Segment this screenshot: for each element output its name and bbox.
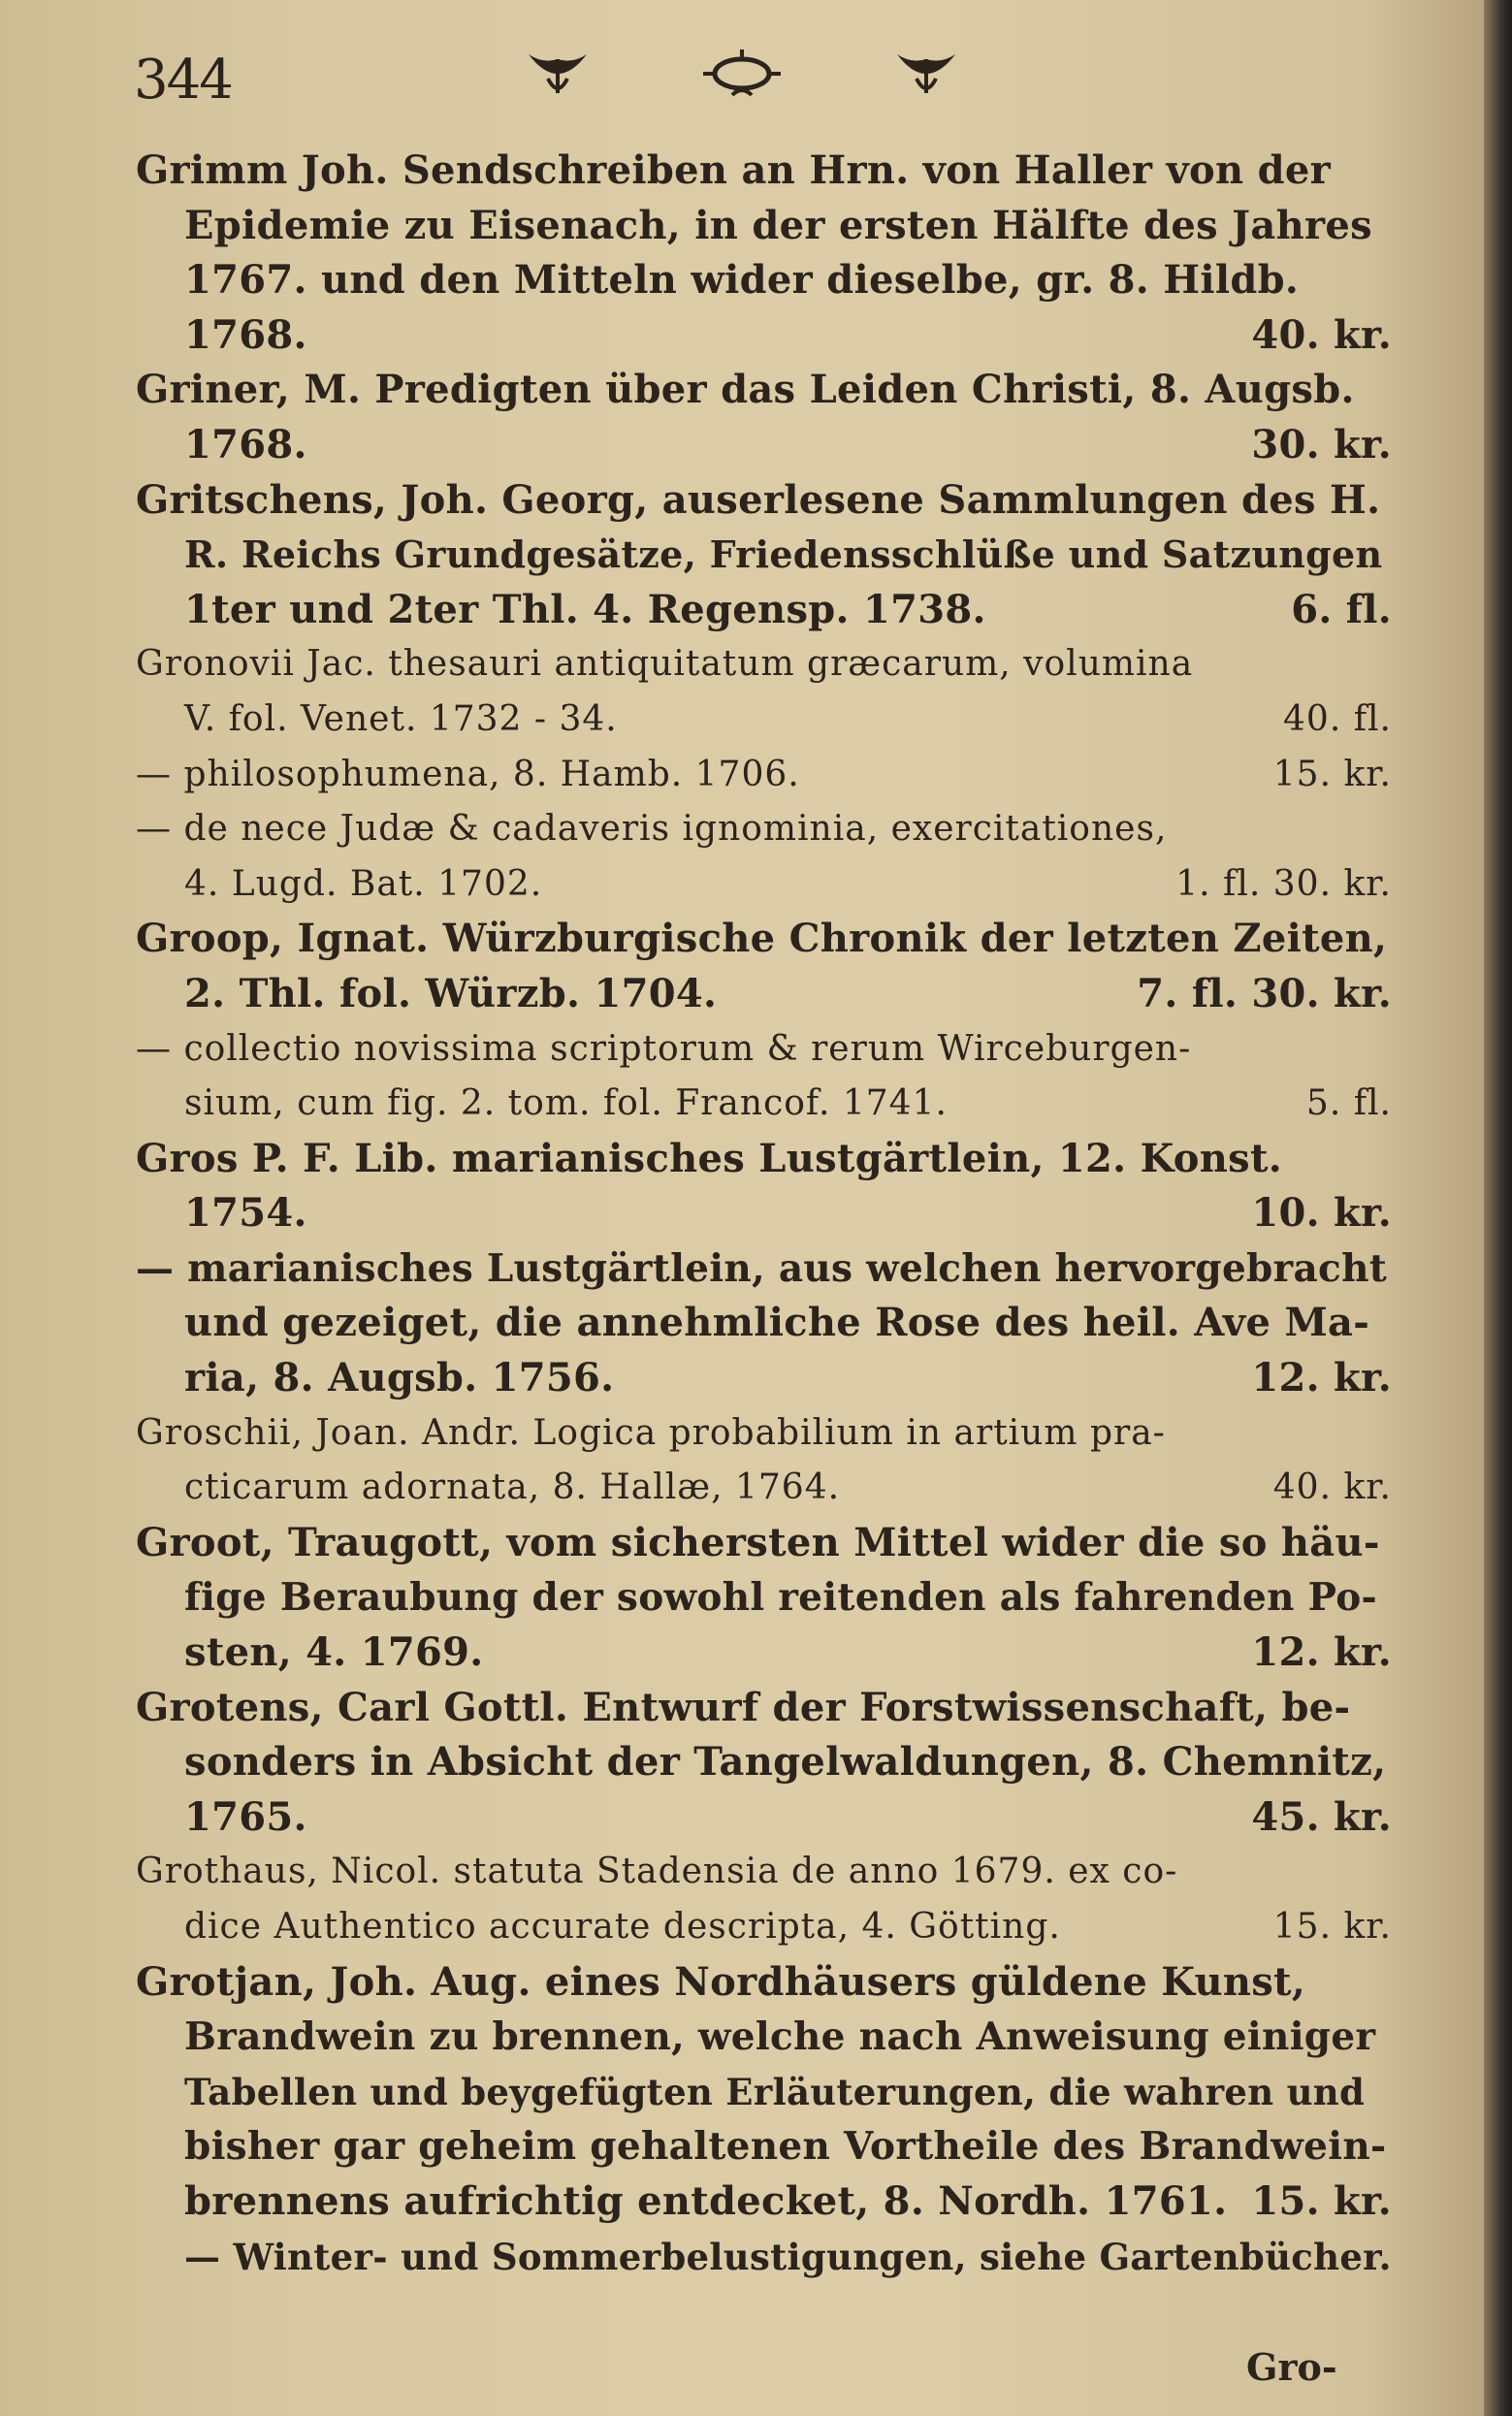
entry-price: 6. fl. (1291, 586, 1392, 632)
entry-text: fige Beraubung der sowohl reitenden als fahrenden Po- (184, 1575, 1378, 1621)
entry-text: — marianisches Lustgärtlein, aus welchen hervorgebracht (136, 1245, 1388, 1291)
entry-text: Tabellen und beygefügten Erläuterungen, die wahren und (184, 2070, 1366, 2113)
catalog-line (136, 1077, 1392, 1132)
catalog-line (136, 912, 1392, 967)
entry-text: — philosophumena, 8. Hamb. 1706. (136, 754, 800, 794)
entry-price: 30. kr. (1251, 421, 1392, 467)
catalog-line (136, 1570, 1392, 1626)
entry-text: Gronovii Jac. thesauri antiquitatum græcarum, volumina (136, 644, 1194, 685)
entry-text: brennens aufrichtig entdecket, 8. Nordh. 1761. (184, 2177, 1228, 2224)
catchword: Gro- (1246, 2345, 1337, 2389)
catalog-line (136, 308, 1392, 364)
entry-text: Grimm Joh. Sendschreiben an Hrn. von Haller von der (136, 147, 1331, 193)
entry-text: — de nece Judæ & cadaveris ignominia, exercitationes, (136, 809, 1168, 850)
entry-text: cticarum adornata, 8. Hallæ, 1764. (184, 1467, 841, 1508)
catalog-line (136, 2119, 1392, 2174)
catalog-line (136, 967, 1392, 1022)
catalog-line (136, 253, 1392, 308)
entry-price: 40. kr. (1272, 1467, 1392, 1508)
catalog-line (136, 1735, 1392, 1790)
entry-text: R. Reichs Grundgesätze, Friedensschlüße und Satzungen (184, 532, 1383, 577)
entry-price: 15. kr. (1251, 2177, 1392, 2224)
book-binding-edge (1484, 0, 1512, 2416)
catalog-entries (136, 144, 1392, 2284)
entry-text: 2. Thl. fol. Würzb. 1704. (184, 970, 718, 1016)
entry-text: 4. Lugd. Bat. 1702. (184, 863, 543, 904)
entry-text: sium, cum fig. 2. tom. fol. Francof. 1741. (184, 1083, 948, 1124)
catalog-line (136, 1022, 1392, 1078)
entry-text: 1768. (184, 311, 307, 358)
catalog-line (136, 1516, 1392, 1571)
entry-text: Groot, Traugott, vom sichersten Mittel wider die so häu- (136, 1519, 1380, 1565)
catalog-line (136, 1186, 1392, 1241)
entry-text: Gros P. F. Lib. marianisches Lustgärtlein, 12. Konst. (136, 1135, 1282, 1181)
catalog-line (136, 1351, 1392, 1406)
catalog-line (136, 1132, 1392, 1187)
entry-text: Groschii, Joan. Andr. Logica probabilium in artium pra- (136, 1412, 1166, 1453)
entry-text: Epidemie zu Eisenach, in der ersten Hälfte des Jahres (184, 202, 1372, 248)
catalog-line (136, 583, 1392, 638)
entry-price: 7. fl. 30. kr. (1137, 970, 1392, 1016)
entry-text: Griner, M. Predigten über das Leiden Christi, 8. Augsb. (136, 367, 1355, 413)
fleuron-center-icon (698, 45, 786, 103)
catalog-line (136, 2230, 1392, 2285)
entry-text: sten, 4. 1769. (184, 1629, 484, 1676)
page-header (0, 39, 1484, 126)
entry-price: 12. kr. (1251, 1629, 1392, 1676)
entry-text: sonders in Absicht der Tangelwaldungen, 8. Chemnitz, (184, 1739, 1387, 1786)
catalog-line (136, 2065, 1392, 2120)
catalog-line (136, 1955, 1392, 2011)
catalog-line (136, 1241, 1392, 1297)
entry-text: 1767. und den Mitteln wider dieselbe, gr. 8. Hildb. (184, 257, 1300, 304)
entry-text: V. fol. Venet. 1732 - 34. (184, 698, 618, 739)
entry-text: Grothaus, Nicol. statuta Stadensia de anno 1679. ex co- (136, 1852, 1178, 1892)
catalog-line (136, 1681, 1392, 1736)
entry-text: Brandwein zu brennen, welche nach Anweisung einiger (184, 2014, 1376, 2060)
fleuron-icon (892, 45, 960, 103)
catalog-line (136, 1845, 1392, 1900)
entry-text: ria, 8. Augsb. 1756. (184, 1355, 615, 1401)
catalog-line (136, 802, 1392, 857)
entry-text: 1ter und 2ter Thl. 4. Regensp. 1738. (184, 586, 986, 632)
catalog-line (136, 637, 1392, 693)
entry-price: 40. kr. (1251, 311, 1392, 358)
catalog-line (136, 2174, 1392, 2230)
catalog-line (136, 748, 1392, 803)
entry-text: Gritschens, Joh. Georg, auserlesene Sammlungen des H. (136, 476, 1381, 523)
entry-text: — collectio novissima scriptorum & rerum Wirceburgen- (136, 1028, 1192, 1069)
entry-text: Grotjan, Joh. Aug. eines Nordhäusers güldene Kunst, (136, 1958, 1306, 2005)
entry-price: 40. fl. (1283, 698, 1392, 739)
catalog-line (136, 528, 1392, 583)
entry-price: 10. kr. (1251, 1190, 1392, 1237)
entry-text: dice Authentico accurate descripta, 4. Götting. (184, 1907, 1061, 1947)
catalog-line (136, 857, 1392, 913)
entry-text: Groop, Ignat. Würzburgische Chronik der letzten Zeiten, (136, 916, 1388, 962)
catalog-line (136, 1790, 1392, 1846)
entry-text: 1768. (184, 421, 307, 467)
catalog-line (136, 199, 1392, 254)
entry-price: 15. kr. (1272, 1907, 1392, 1947)
page-number: 344 (134, 48, 232, 112)
fleuron-icon (524, 45, 592, 103)
catalog-line (136, 363, 1392, 418)
catalog-line (136, 2010, 1392, 2065)
catalog-line (136, 144, 1392, 199)
catalog-line (136, 693, 1392, 748)
entry-price: 1. fl. 30. kr. (1175, 863, 1392, 904)
catalog-line (136, 418, 1392, 473)
entry-text: bisher gar geheim gehaltenen Vortheile des Brandwein- (184, 2124, 1387, 2170)
entry-price: 15. kr. (1272, 754, 1392, 794)
catalog-line (136, 1626, 1392, 1681)
entry-text: und gezeiget, die annehmliche Rose des heil. Ave Ma- (184, 1300, 1370, 1346)
entry-text: Grotens, Carl Gottl. Entwurf der Forstwissenschaft, be- (136, 1684, 1351, 1730)
entry-price: 12. kr. (1251, 1355, 1392, 1401)
entry-text: 1765. (184, 1793, 307, 1840)
entry-price: 45. kr. (1251, 1793, 1392, 1840)
catalog-line (136, 1296, 1392, 1351)
catalog-line (136, 1406, 1392, 1462)
entry-text: 1754. (184, 1190, 307, 1237)
catalog-line (136, 473, 1392, 529)
catalog-line (136, 1461, 1392, 1516)
entry-text: — Winter- und Sommerbelustigungen, siehe Gartenbücher. (184, 2235, 1392, 2278)
catalog-line (136, 1900, 1392, 1955)
entry-price: 5. fl. (1305, 1083, 1392, 1124)
